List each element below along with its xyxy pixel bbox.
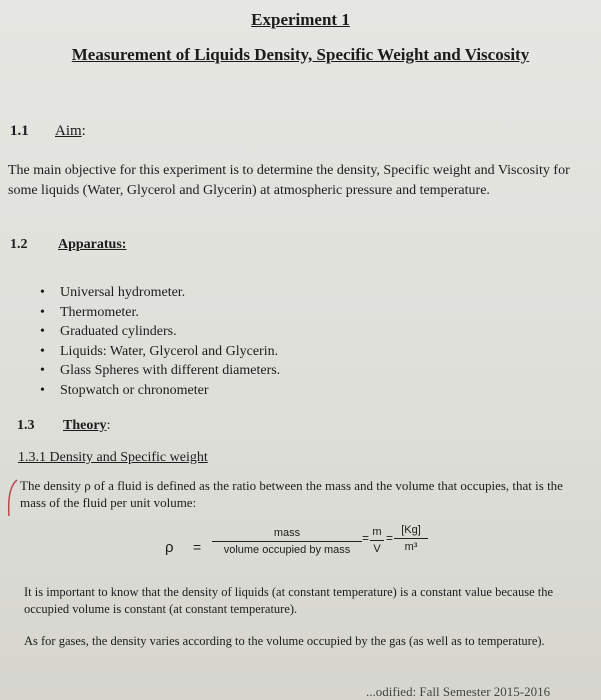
list-item-text: Glass Spheres with different diameters. <box>60 363 281 378</box>
list-item-text: Stopwatch or chronometer <box>60 382 209 398</box>
theory-heading-text: Theory <box>63 418 107 433</box>
fraction-m-over-v <box>370 526 384 555</box>
aim-paragraph: The main objective for this experiment is to determine the density, Specific weight and Viscosity for some liquids (Water, Glycerol and Glycerin) at atmospheric pressure and temperature. <box>8 163 570 198</box>
fraction-bar <box>394 538 428 539</box>
list-item-text: Graduated cylinders. <box>60 324 177 339</box>
subsection-density: 1.3.1 Density and Specific weight <box>18 450 208 465</box>
section-1-3-heading <box>63 418 110 434</box>
denominator-volume: volume occupied by mass <box>223 544 351 556</box>
denominator-v: V <box>373 543 381 555</box>
list-item <box>40 303 280 323</box>
bullet-icon: • <box>40 382 45 398</box>
gases-density-paragraph: As for gases, the density varies according to the volume occupied by the gas (as well as to temperature). <box>24 634 545 648</box>
bullet-icon: • <box>40 343 45 359</box>
section-1-1-number: 1.1 <box>10 123 29 139</box>
liquids-density-paragraph: It is important to know that the density of liquids (at constant temperature) is a constant value because the occupied volume is constant (at constant temperature). <box>24 585 554 616</box>
experiment-title: Experiment 1 <box>251 10 350 29</box>
equals-sign: = <box>193 539 202 555</box>
fraction-mass-over-volume <box>212 527 362 556</box>
aim-heading-colon: : <box>81 123 86 139</box>
apparatus-heading: Apparatus: <box>58 237 127 252</box>
footer-semester: ...odified: Fall Semester 2015-2016 <box>366 684 551 699</box>
equals-sign-2: = <box>362 531 370 545</box>
aim-heading-text: Aim <box>55 123 82 139</box>
section-1-2-number: 1.2 <box>10 237 28 252</box>
numerator-kg: [Kg] <box>401 524 421 536</box>
list-item <box>40 283 280 303</box>
bullet-icon: • <box>40 363 45 378</box>
list-item <box>40 322 280 342</box>
section-1-3-number: 1.3 <box>17 418 35 433</box>
apparatus-list <box>40 283 280 400</box>
list-item-text: Liquids: Water, Glycerol and Glycerin. <box>60 343 279 359</box>
rho-symbol: ρ <box>165 539 174 556</box>
list-item <box>40 381 280 401</box>
fraction-units <box>394 524 428 553</box>
experiment-subtitle: Measurement of Liquids Density, Specific Weight and Viscosity <box>71 45 530 64</box>
theory-heading-colon: : <box>106 418 111 433</box>
density-definition: The density ρ of a fluid is defined as the ratio between the mass and the volume that occupies, that is the mass of the fluid per unit volume: <box>20 478 563 510</box>
numerator-m: m <box>372 526 382 538</box>
section-1-1-heading <box>55 123 86 140</box>
fraction-bar <box>212 541 362 542</box>
bullet-icon: • <box>40 285 45 300</box>
numerator-mass: mass <box>273 527 301 539</box>
list-item-text: Thermometer. <box>60 304 139 320</box>
denominator-m3: m³ <box>404 541 418 553</box>
equals-sign-3: = <box>386 531 394 545</box>
list-item <box>40 361 280 381</box>
pen-mark <box>5 478 19 518</box>
bullet-icon: • <box>40 324 45 339</box>
fraction-bar <box>370 540 384 541</box>
list-item-text: Universal hydrometer. <box>60 285 186 300</box>
bullet-icon: • <box>40 304 45 320</box>
list-item <box>40 342 280 362</box>
